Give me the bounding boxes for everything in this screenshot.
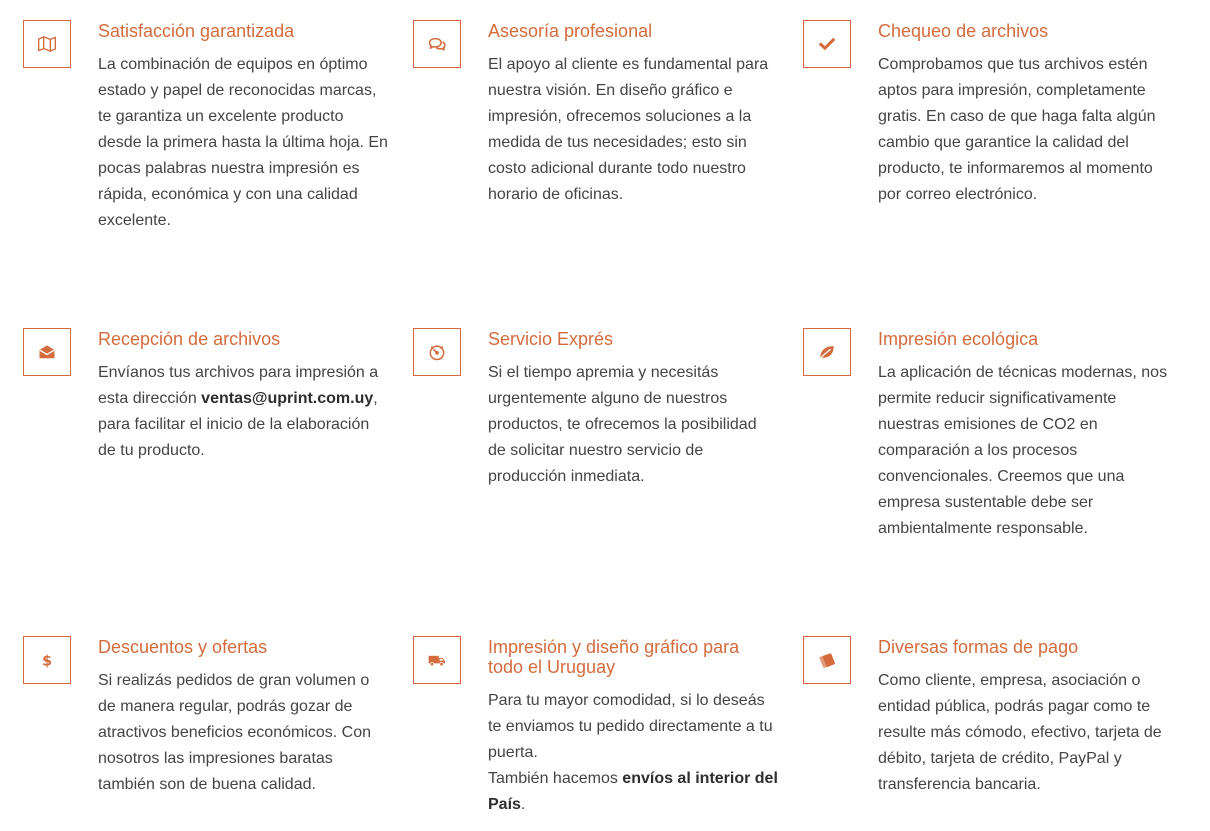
svg-text:$: $ <box>42 653 52 670</box>
feature-title: Asesoría profesional <box>488 21 653 41</box>
envelope-icon <box>23 328 71 376</box>
truck-icon <box>413 636 461 684</box>
feature-description: La aplicación de técnicas modernas, nos permite reducir significativamente nuestras emisiones de CO2 en comparación a los procesos convencionales. Creemos que una empresa sustentable debe ser ambientalmente responsable. <box>878 364 1168 537</box>
feature-title: Impresión ecológica <box>878 329 1039 349</box>
description-text: , para facilitar el inicio de la elaboración de tu producto. <box>98 390 378 459</box>
feature-title: Descuentos y ofertas <box>98 637 268 657</box>
feature-description <box>488 688 778 818</box>
description-text: Para tu mayor comodidad, si lo deseás te enviamos tu pedido directamente a tu puerta. <box>488 692 773 761</box>
email-address: ventas@uprint.com.uy <box>201 390 374 407</box>
feature-title: Satisfacción garantizada <box>98 21 295 41</box>
description-text: Envíanos tus archivos para impresión a esta dirección <box>98 364 379 407</box>
emphasis-text: envíos al interior del País <box>488 770 778 813</box>
feature-title: Recepción de archivos <box>98 329 281 349</box>
feature-description: Si el tiempo apremia y necesitás urgentemente alguno de nuestros productos, te ofrecemos la posibilidad de solicitar nuestro servicio de producción inmediata. <box>488 364 757 485</box>
description-text: También hacemos <box>488 770 623 787</box>
checkmark-icon <box>803 20 851 68</box>
feature-description: Comprobamos que tus archivos estén aptos para impresión, completamente gratis. En caso de que haga falta algún cambio que garantice la calidad del producto, te informaremos al momento por correo electrónico. <box>878 56 1156 203</box>
feature-description <box>98 360 388 464</box>
feature-description: El apoyo al cliente es fundamental para nuestra visión. En diseño gráfico e impresión, ofrecemos soluciones a la medida de tus necesidades; esto sin costo adicional durante todo nuestro horario de oficinas. <box>488 56 769 203</box>
map-icon <box>23 20 71 68</box>
feature-description: La combinación de equipos en óptimo estado y papel de reconocidas marcas, te garantiza un excelente producto desde la primera hasta la última hoja. En pocas palabras nuestra impresión es rápida, económica y con una calidad excelente. <box>98 56 388 229</box>
credit-cards-icon <box>803 636 851 684</box>
dollar-icon <box>23 636 71 684</box>
leaf-icon <box>803 328 851 376</box>
feature-title: Diversas formas de pago <box>878 637 1079 657</box>
feature-description: Si realizás pedidos de gran volumen o de manera regular, podrás gozar de atractivos beneficios económicos. Con nosotros las impresiones baratas también son de buena calidad. <box>98 672 372 793</box>
description-text: . <box>520 796 526 813</box>
feature-title: Impresión y diseño gráfico para todo el Uruguay <box>488 637 740 677</box>
chat-bubbles-icon <box>413 20 461 68</box>
feature-title: Chequeo de archivos <box>878 21 1049 41</box>
speedometer-icon <box>413 328 461 376</box>
feature-description: Como cliente, empresa, asociación o entidad pública, podrás pagar como te resulte más cómodo, efectivo, tarjeta de débito, tarjeta de crédito, PayPal y transferencia bancaria. <box>878 672 1162 793</box>
feature-title: Servicio Exprés <box>488 329 614 349</box>
